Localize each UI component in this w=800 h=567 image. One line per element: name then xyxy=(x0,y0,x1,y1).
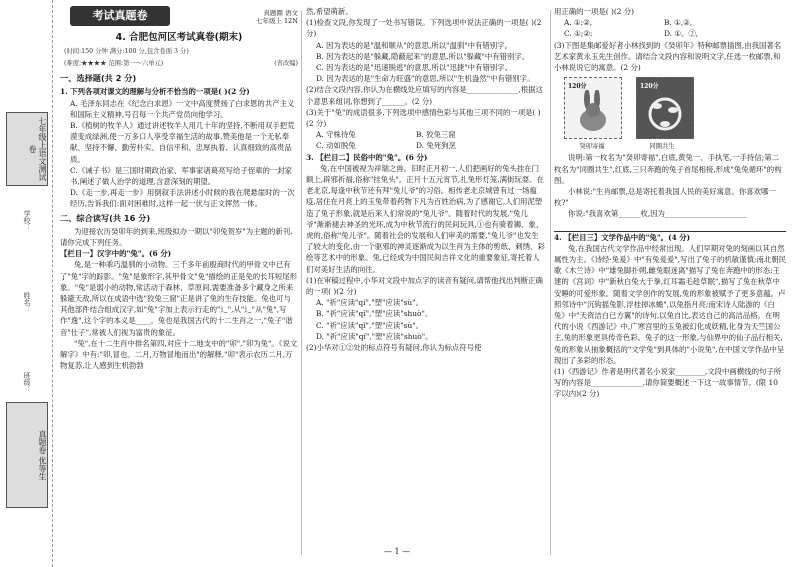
option-ab xyxy=(564,17,786,28)
meta-time: (时间:150 分钟 满分:100 分,包含卷面 3 分) xyxy=(64,48,189,55)
section-1-heading: 一、选择题(共 2 分) xyxy=(60,73,137,84)
passage-continued: 然,希望萌新。 xyxy=(306,7,353,16)
page-number: — 1 — xyxy=(384,547,411,556)
option-d: D.《走一步,再走一步》用倒叙手法讲述小时候的我在爬悬崖时的一次经历,告诉我们:面对困难时,这样一起一伏与正文挥然一体。 xyxy=(70,188,295,209)
option-c: C.《诫子书》是三国时期政治家、军事家诸葛亮写给子侄辈的一封家书,阐述了做人治学的道理,含意深刻的期望。 xyxy=(70,165,293,187)
stamp-2-value-unit: 分 xyxy=(652,83,659,91)
breadcrumb-line-1: 真题圈 语文 xyxy=(263,9,298,17)
stamp-2-value-number: 120 xyxy=(640,83,653,91)
stamp-captions xyxy=(564,141,786,152)
stamp-2-caption: 同圈共生 xyxy=(649,143,675,151)
option-c: C. 因为表达的是"迅速脱逃"的意思,所以"迅捷"中有错别字。 xyxy=(316,63,513,73)
option-c: C. ①;②: xyxy=(564,29,593,39)
question-3-3: (3)下图是集邮爱好者小林找到的《癸卯年》特种邮票插图,由我国著名艺术家黄永玉先生创作。请结合文段内容和说明文字,任选一枚邮票,和小林说说它的寓意。(2 分) xyxy=(554,40,782,73)
column-1 xyxy=(60,6,298,371)
option-b: B. 因为表达的是"躲藏,隐蔽起来"的意思,所以"躲藏"中有错别字。 xyxy=(316,51,530,61)
stamp-1 xyxy=(564,77,622,139)
breadcrumb-line-2: 七年级上 12N xyxy=(255,17,298,25)
column-3 xyxy=(554,6,786,400)
meta-row xyxy=(64,58,298,69)
question-2-3: (3)关于"兔"的成语很多,下列选项中感情色彩与其他三项不同的一项是( )(2 分) xyxy=(306,107,541,129)
dialogue-1: 小林说:"生肖邮票,总是寄托着我国人民的美好寓意。你喜欢哪一枚?" xyxy=(554,187,776,208)
field-class: 班级： xyxy=(23,372,31,393)
option-a: A. 因为表达的是"温和顺从"的意思,所以"温驯"中有错别字。 xyxy=(316,40,512,50)
stamp-2 xyxy=(636,77,694,139)
option-d: D. "祈"应读"qí","塑"应读"shuò"。 xyxy=(316,331,433,341)
option-cd xyxy=(564,28,786,39)
option-b: B.《植树的牧羊人》通过讲述牧羊人用几十年的坚持,不断用双手把荒漠变成绿洲,使一万多口人享受幸福生活的故事,赞美他是一个无私奉献、坚持不懈、勤劳朴实、自信平和、忠厚执着、认真细致的高贵品质。 xyxy=(70,121,295,164)
passage-2: "兔",在十二生肖中排名第四,对应十二地支中的"卯","卯为兔"。《说文解字》中有:"卯,冒也。二月,万物冒地而出"的解释,"卯"表示农历二月,万物复苏,让人感到生机勃勃 xyxy=(60,338,298,371)
banner: 考试真题卷 xyxy=(70,6,170,26)
answer-line[interactable] xyxy=(554,220,786,232)
option-a: A. ①:②, xyxy=(564,18,593,28)
option-ab xyxy=(316,129,546,140)
option-a: A. 守株待兔 xyxy=(316,130,356,140)
field-school: 学校： xyxy=(23,210,31,231)
column-heading-2: 3. 【栏目二】民俗中的"兔"。(6 分) xyxy=(306,152,428,162)
header xyxy=(60,6,298,56)
rabbit-icon xyxy=(573,90,613,134)
breadcrumb xyxy=(256,9,298,25)
meta-edition: (省改编) xyxy=(274,60,298,67)
section-2-intro: 为迎接农历癸卯年的到来,班级拟办一期以"卯兔贺岁"为主题的新刊,请你完成下列任务。 xyxy=(60,226,293,248)
meta-difficulty: (难度:★★★★ 范围:第一～六单元) xyxy=(64,60,164,67)
option-d: D. 兔死狗烹 xyxy=(416,141,456,151)
dialogue-2: 你说:"我喜欢第______枚,因为______________________ xyxy=(568,209,747,219)
option-d: D. ①。②, xyxy=(664,29,699,39)
passage-4: 兔,在我国古代文学作品中经常出现。人们早期对兔的刻画以其自然属性为主。《诗经·兔爰》中"有兔爰爰",写出了兔子的机敏谨慎;南北朝民歌《木兰诗》中"雄兔脚扑朔,雌兔眼迷离"描写了兔在奔跑中的形态;王建的《宫词》中"新秋白兔大于拳,红耳霜毛趁草眠",描写了兔在秋草中安睡的可爱形象。随着文学创作的发展,兔的形象被赋予了更多意蕴。卢照邻诗中"沉钩摇兔影,浮桂掉冰蟾",以兔指月亮;南宋诗人陆游的《白兔》中"天资洁白已方翼"的诗句,以兔自比,表达自己的高洁品格。在明代的小说《西游记》中,广寒宫里的玉兔被幻化成妖精,化身为天竺国公主,兔的形象更具传奇色彩。兔子的这一形象,与仙界中的仙子品行相关,兔的形象从抽象概括的"文学兔"到具体的"小说兔",在中国文学作品中呈现出了多彩的形态。 xyxy=(554,243,787,365)
column-2 xyxy=(306,6,546,353)
column-heading-3: 4. 【栏目三】文学作品中的"兔"。(4 分) xyxy=(554,232,691,242)
question-3-2: (2)小华对①②处的标点符号有疑问,你认为标点符号使 xyxy=(306,343,482,353)
passage-1: 兔,是一种乖巧温驯的小动物。三千多年前殷商时代的甲骨文中已有了"兔"字的踪影。"兔"是象形字,其甲骨文"免"描绘的正是免的长耳短尾形象。"兔"是弱小的动物,常活动于森林、草原间,需要准备多个藏身之所来躲避天敌,所以在成语中选"狡兔三窟"正是讲了兔的生存技能。兔也可与其他部件结合组成汉字,如"兔"字加上表示行走的"辶",从"辶"从"兔",写作"逸",这个字的本义是____。兔也是我国古代的十二生肖之一,"兔子"谐音"仕子",常被人们视为富贵的象征。 xyxy=(60,260,298,337)
margin-tag-bottom: 真题卷 优等生 xyxy=(6,402,48,508)
question-1: 1. 下列各项对课文的理解与分析不恰当的一项是( )(2 分) xyxy=(60,87,250,97)
stamp-1-caption: 癸卯寄福 xyxy=(579,143,605,151)
question-2-1: (1)检查文段,你发现了一处书写错误。下列选项中说法正确的一项是( )(2 分) xyxy=(306,18,542,39)
column-heading-1: 【栏目一】汉字中的"兔"。(6 分) xyxy=(60,249,172,259)
section-2-heading: 二、综合读写(共 16 分) xyxy=(60,212,151,223)
option-cd xyxy=(316,140,546,151)
option-b: B. ①,②, xyxy=(664,18,693,28)
question-4-1: (1)《西游记》作者是明代著名小说家________,文段中画横线的句子所写的内容是______________,请你简要概述一下这一故事情节。(限 10 字以内)(2 分) xyxy=(554,367,782,399)
stamp-1-value-unit: 分 xyxy=(580,83,587,91)
question-3-2-cont: 用正确的一项是( )(2 分) xyxy=(554,7,635,16)
rabbits-circle-icon xyxy=(645,90,685,134)
stamp-note: 说明:第一枚名为"癸卯寄福",白底,黄兔一、手执笔,一手持信;第二枚名为"同圈共生",红底,三只奔跑的兔子首尾相接,形成"兔兔循环"的构图。 xyxy=(554,153,782,185)
binding-margin xyxy=(0,0,53,567)
option-c: C. 动如脱兔 xyxy=(316,141,356,151)
margin-tag-top: 七年级上语文测试卷 xyxy=(6,112,48,186)
option-a: A. "祈"应读"qí","塑"应读"sù"。 xyxy=(316,298,423,308)
option-a: A. 毛泽东同志在《纪念白求恩》一文中高度赞扬了白求恩的共产主义和国际主义精神,号召每一个共产党员向他学习。 xyxy=(70,98,295,119)
column-divider xyxy=(301,10,302,555)
question-3-1: (1)在审稿过程中,小华对文段中加点字的读音有疑问,请帮他找出判断正确的一项( )(2 分) xyxy=(306,275,543,297)
column-divider xyxy=(550,10,551,555)
passage-3: 兔,在中国被视为祥瑞之兽。旧时正月初一,人们把画好的兔头挂在门额上,辟邪祈福,俗称"挂兔头"。正月十五元宵节,扎兔形灯笼,满街玩耍。在老北京,每逢中秋节还有拜"兔儿爷"的习俗。相传老北京城曾有过一场瘟疫,居住在月亮上的玉兔带着药物下凡为百姓治病,为了感谢它,人们用泥塑造了兔子形象,就是后来人们常说的"兔儿爷"。随着时代的发展,"兔儿爷"渐渐褪去神圣的光环,成为中秋节流行的民间玩具,①也有骑着狮、象、虎的,俗称"兔儿爷"。随着社会的发展和人们审美的需要,"兔儿爷"也发生了较大的变化,由一个驱邪的神灵逐渐成为以生肖为主体的剪纸、刺绣、彩绘等艺术中的形象。兔,已经成为中国民间吉祥文化的重要象征,寄托着人们对美好生活的向往。 xyxy=(306,163,545,274)
option-b: B. "祈"应读"qǐ","塑"应读"shuò"。 xyxy=(316,309,433,319)
question-2-2: (2)结合文段内容,你认为在横线处应填写的内容是______________,根据这个意思来组词,你想到了______。(2 分) xyxy=(306,85,543,106)
option-d: D. 因为表达的是"生命力旺盛"的意思,所以"生机盎然"中有错别字。 xyxy=(316,74,535,84)
page-title: 4. 合肥包河区考试真卷(期末) xyxy=(115,32,243,43)
field-name: 姓名： xyxy=(23,292,31,313)
stamp-images xyxy=(564,77,786,139)
option-c: C. "祈"应读"qǐ","塑"应读"sù"。 xyxy=(316,320,424,330)
stamp-1-value-number: 120 xyxy=(568,83,581,91)
option-b: B. 狡兔三窟 xyxy=(416,130,456,140)
